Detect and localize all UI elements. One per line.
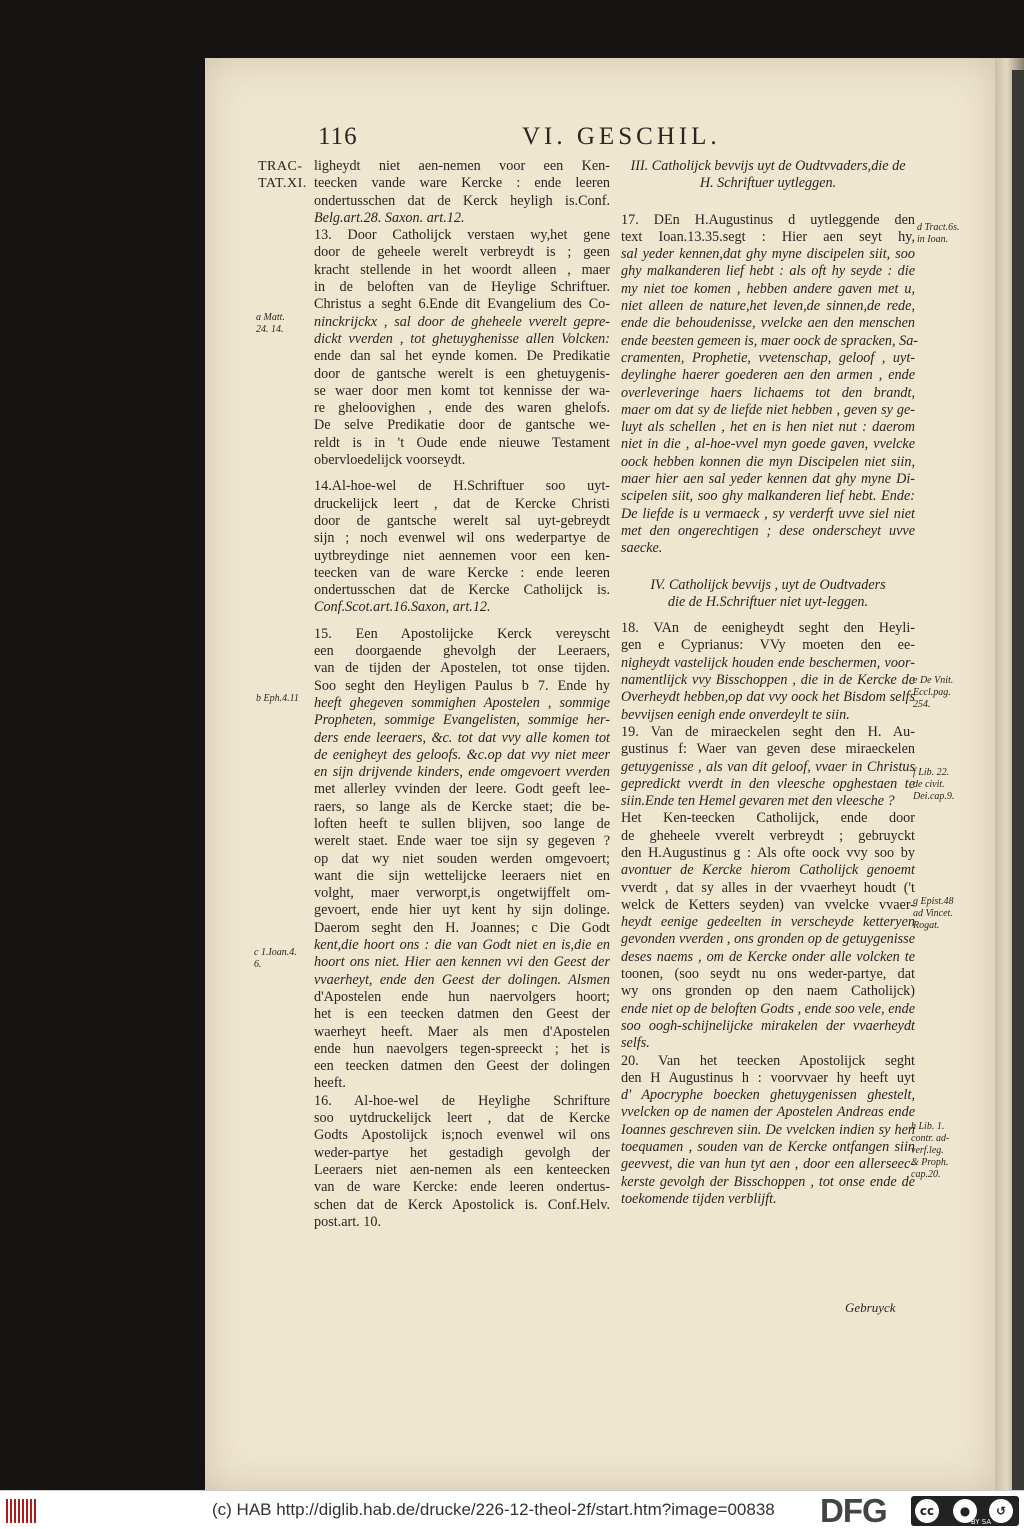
margin-tractat	[258, 158, 307, 192]
text-line: ondertusschen dat de Kerck heyligh is.Conf.	[314, 192, 610, 209]
text-line: d'Apostelen ende hun naervolgers hoort;	[314, 988, 610, 1005]
text-line: text Ioan.13.35.segt : Hier aen seyt hy,	[621, 228, 915, 245]
text-line: 16. Al-hoe-wel de Heylighe Schrifture	[314, 1092, 610, 1109]
text-line: post.art. 10.	[314, 1213, 381, 1230]
text-line: loften heeft te sullen blijven, soo lange de	[314, 815, 610, 832]
text-line: ghy malkanderen lief hebt : als oft hy seyde : die	[621, 263, 915, 280]
left-text-column	[314, 158, 610, 1231]
text-line: getuygenisse , als van dit geloof, vvaer in Christus	[621, 758, 915, 775]
paragraph-gap	[314, 617, 610, 626]
text-line: ninckrijckx , sal door de gheheele vverelt gepre-	[314, 313, 610, 330]
text-line: sal yeder kennen,dat ghy myne discipelen siit, soo	[621, 246, 915, 263]
text-line: den H.Augustinus g : Als ofte oock vvy soo by	[621, 844, 915, 861]
text-line: teecken vande ware Kercke : ende leeren	[314, 175, 610, 192]
margin-note-civit: f Lib. 22. de civit. Dei.cap.9.	[913, 767, 955, 802]
paragraph-gap	[621, 558, 915, 577]
text-line: de eenigheyt des geloofs. &c.op dat vvy niet meer	[314, 746, 610, 763]
text-line: Het Ken-teecken Catholijck, ende door	[621, 810, 915, 827]
text-line: dickt vverden , tot ghetuyghenisse allen Volcken:	[314, 330, 610, 347]
text-line: nigheydt vastelijck houden ende beschermen, voor-	[621, 654, 915, 671]
text-line: maer om dat sy de liefde niet hebben , geven sy ge-	[621, 401, 915, 418]
text-line: waerheyt heeft. Maer als men d'Apostelen	[314, 1023, 610, 1040]
text-line: gevoert, ende hier uyt kent hy sijn dolinge.	[314, 902, 610, 919]
text-line: my niet toe komen , hebben andere gaven met u,	[621, 280, 915, 297]
text-line: niet alleen de nature,het leven,de sinnen,de rede,	[621, 298, 915, 315]
text-line: toequamen , souden van de Kercke ontfangen siin	[621, 1139, 915, 1156]
text-line: 15. Een Apostolijcke Kerck vereyscht	[314, 625, 610, 642]
text-line: Overheydt hebben,op dat vvy oock het Bisdom selfs	[621, 689, 915, 706]
dfg-logo: DFG	[820, 1492, 887, 1529]
margin-tract-line: TRAC-	[258, 159, 303, 174]
text-line: werelt staet. Ende waer toe sijn sy gegeven ?	[314, 833, 610, 850]
text-line: raers, so lange als de Kercke staet; die be-	[314, 798, 610, 815]
text-line: 20. Van het teecken Apostolijck seght	[621, 1052, 915, 1069]
text-line: die de H.Schriftuer niet uyt-leggen.	[667, 593, 869, 610]
text-line: ende niet op de beloften Godts , ende soo vele, ende	[621, 1000, 915, 1017]
text-line: maer hier aen sal yeder kennen dat ghy myne Di-	[621, 471, 915, 488]
text-line: vvelcken op de namen der Apostelen Andreas ende	[621, 1104, 915, 1121]
library-barcode-icon	[6, 1499, 38, 1523]
margin-note-epist: g Epist.48 ad Vincet. Rogat.	[913, 896, 954, 931]
text-line: deylinghe haerer goederen aen den armen , ende	[621, 367, 915, 384]
text-line: een doorgaende ghevolgh der Leeraers,	[314, 643, 610, 660]
text-line: door de geheele werelt verbreydt is ; geen	[314, 244, 610, 261]
text-line: kerste gevolgh der Bisschoppen , tot onse ende de	[621, 1173, 915, 1190]
text-line: heeft ghegeven sommighen Apostelen , sommige	[314, 694, 610, 711]
paragraph-gap	[314, 469, 610, 478]
text-line: overleveringe haers lichaems tot den brandt,	[621, 384, 915, 401]
text-line: teecken van de ware Kercke : ende leeren	[314, 564, 610, 581]
text-line: ende hun naevolgers tegen-spreeckt ; het is	[314, 1040, 610, 1057]
text-line: en sijn drijvende kinders, ende omgevoert vverden	[314, 764, 610, 781]
text-line: re gheloovighen , ende des waren ghelofs.	[314, 400, 610, 417]
text-line: druckelijck leert , dat de Kercke Christi	[314, 495, 610, 512]
text-line: van de tijden der Apostelen, tot onse tijden.	[314, 660, 610, 677]
text-line: avontuer de Kercke hierom Catholijck genoemt	[621, 862, 915, 879]
text-line: Conf.Scot.art.16.Saxon, art.12.	[314, 599, 491, 616]
text-line: door de gantsche werelt is een ghetuygenis-	[314, 365, 610, 382]
footer-bar	[0, 1490, 1024, 1529]
text-line: reldt is in 't Oude ende nieuwe Testament	[314, 434, 610, 451]
text-line: met den ongerechtigen ; dese onderscheyt uvve	[621, 522, 915, 539]
margin-note-ioan: c 1.Ioan.4. 6.	[254, 947, 297, 970]
cc-license-badge[interactable]	[911, 1496, 1019, 1526]
text-line: bevvijsen eenigh ende onverdeylt te siin.	[621, 706, 850, 723]
text-line: hoort ons niet. Hier aen kennen vvi den Geest der	[314, 954, 610, 971]
text-line: gevonden vverden , ons gronden op de getuygenisse	[621, 931, 915, 948]
text-line: obervloedelijck voorseydt.	[314, 452, 466, 469]
text-line: namentlijck vvy Bisschoppen , die in de Kercke de	[621, 672, 915, 689]
text-line: selfs.	[621, 1035, 650, 1052]
text-line: een teecken datmen den Geest der dolingen	[314, 1058, 610, 1075]
text-line: luyt als schellen , het en is hen niet nut : daerom	[621, 419, 915, 436]
text-line: De liefde is u vermaeck , sy verderft uvve siel niet	[621, 505, 915, 522]
text-line: 13. Door Catholijck verstaen wy,het gene	[314, 227, 610, 244]
text-line: 14.Al-hoe-wel de H.Schriftuer soo uyt-	[314, 478, 610, 495]
text-line: sijn ; noch evenwel wil ons wederpartye de	[314, 530, 610, 547]
text-line: soo uytdruckelijck leert , dat de Kercke	[314, 1110, 610, 1127]
page-number: 116	[318, 123, 358, 150]
text-line: door de gantsche werelt sal uyt-gebreydt	[314, 512, 610, 529]
text-line: uytbreydinge niet aennemen voor een ken-	[314, 547, 610, 564]
catchword: Gebruyck	[845, 1300, 896, 1315]
text-line: welck de Ketters seyden) van vvelcke vvaer-	[621, 896, 915, 913]
text-line: in de beloften van de Heylige Schriftuer.	[314, 279, 610, 296]
text-line: ende dan sal het eynde komen. De Predikatie	[314, 348, 610, 365]
text-line: cramenten, Prophetie, vvetenschap, geloof , uyt-	[621, 349, 915, 366]
text-line: het is een teecken datmen den Geest der	[314, 1006, 610, 1023]
text-line: Godts Apostolijck is;noch evenwel wil ons	[314, 1127, 610, 1144]
text-line: den H Augustinus h : voorvvaer hy heeft uyt	[621, 1069, 915, 1086]
text-line: gen e Cyprianus: VVy moeten den ee-	[621, 637, 915, 654]
right-text-column	[621, 158, 919, 1208]
paragraph-gap	[621, 193, 915, 212]
text-line: ende beesten gemeen is, maer oock de spracken, Sa-	[621, 332, 919, 349]
text-line: siin.Ende ten Hemel gevaren met den vleesche ?	[621, 793, 895, 810]
text-line: weder-partye het gestadigh gevolgh der	[314, 1144, 610, 1161]
margin-note-lib: h Lib. 1. contr. ad- verf.leg. & Proph. cap.20.	[911, 1121, 950, 1180]
text-line: gustinus f: Waer van geven dese miraeckelen	[621, 741, 915, 758]
text-line: niet in die , al-hoe-vvel myn goede gaven, vvelcke	[621, 436, 915, 453]
text-line: IV. Catholijck bevvijs , uyt de Oudtvaders	[650, 576, 886, 593]
text-line: d' Apocryphe boecken ghetuygenissen ghestelt,	[621, 1087, 915, 1104]
text-line: H. Schriftuer uytleggen.	[699, 175, 837, 192]
text-line: deses naems , om de Kercke onder alle volcken te	[621, 948, 915, 965]
text-line: De selve Predikatie door de gantsche we-	[314, 417, 610, 434]
text-line: toekomende tijden verblijft.	[621, 1190, 777, 1207]
text-line: Christus a seght 6.Ende dit Evangelium des Co-	[314, 296, 610, 313]
attribution-icon: ●	[953, 1499, 977, 1523]
text-line: heeft.	[314, 1075, 346, 1092]
text-line: heydt eenige gedeelten in verscheyde ketteryen	[621, 914, 915, 931]
text-line: saecke.	[621, 540, 663, 557]
text-line: ligheydt niet aen-nemen voor een Ken-	[314, 158, 610, 174]
text-line: oock hebben konnen die myn Discipelen niet siin,	[621, 453, 915, 470]
text-line: wy ons gronden op den naem Catholijck)	[621, 983, 915, 1000]
text-line: schen dat de Kerck Apostolick is. Conf.Helv.	[314, 1196, 610, 1213]
margin-note-eph: b Eph.4.11	[256, 693, 299, 704]
text-line: kent,die hoort ons : die van Godt niet en is,die en	[314, 937, 610, 954]
license-label: BY SA	[970, 1518, 992, 1526]
text-line: Ioannes geschreven siin. De vvelcken indien sy hen	[621, 1121, 915, 1138]
text-line: se waer door men komt tot kennisse der wa-	[314, 382, 610, 399]
text-line: ende die behoudenisse, vvelcke aen den menschen	[621, 315, 915, 332]
text-line: Propheten, sommige Evangelisten, sommige her-	[314, 712, 610, 729]
text-line: 17. DEn H.Augustinus d uytleggende den	[621, 211, 915, 228]
text-line: vverdt , dat sy alles in der vvaerheyt houdt ('t	[621, 879, 915, 896]
text-line: scipelen siit, soo ghy malkanderen lief hebt. Ende:	[621, 488, 915, 505]
running-head-title: VI. GESCHIL.	[522, 123, 721, 150]
text-line: gepredickt vverdt in den vleesche opghestaen te	[621, 775, 915, 792]
margin-note-matt: a Matt. 24. 14.	[256, 312, 285, 335]
text-line: volght, maer verworpt,is ongetwijffelt om-	[314, 885, 610, 902]
text-line: 18. VAn de eenigheydt seght den Heyli-	[621, 620, 915, 637]
margin-note-tract: d Tract.6s. in Ioan.	[917, 222, 960, 245]
text-line: van de ware Kercke: ende leeren ondertus-	[314, 1179, 610, 1196]
text-line: toonen, (soo seydt nu ons weder-partye, dat	[621, 966, 915, 983]
text-line: 19. Van de miraeckelen seght den H. Au-	[621, 723, 915, 740]
cc-icon: cc	[915, 1499, 939, 1523]
book-binding	[1012, 70, 1024, 1490]
text-line: Soo seght den Heyligen Paulus b 7. Ende hy	[314, 677, 610, 694]
text-line: ondertusschen dat de Kercke Catholijck is.	[314, 582, 610, 599]
text-line: op dat wy niet souden werden omgevoert;	[314, 850, 610, 867]
text-line: met allerley vvinden der leere. Godt geeft lee-	[314, 781, 610, 798]
share-alike-icon: ↺	[989, 1499, 1013, 1523]
text-line: want die sijn wettelijcke leeraers niet en	[314, 867, 610, 884]
text-line: Belg.art.28. Saxon. art.12.	[314, 209, 465, 226]
text-line: Leeraers niet aen-nemen als een kenteecken	[314, 1161, 610, 1178]
margin-tract-line: TAT.XI.	[258, 176, 307, 191]
text-line: vvaerheyt, ende den Geest der dolingen. Alsmen	[314, 971, 610, 988]
text-line: ders ende leeraers, &c. tot dat vvy alle komen tot	[314, 729, 610, 746]
text-line: Daerom seght den H. Joannes; c Die Godt	[314, 919, 610, 936]
margin-note-unit: e De Vnit. Eccl.pag. 254.	[913, 675, 954, 710]
text-line: soo oogh-schijnelijcke mirakelen der vvaerheydt	[621, 1017, 915, 1034]
copyright-url[interactable]: (c) HAB http://diglib.hab.de/drucke/226-12-theol-2f/start.htm?image=00838	[212, 1500, 775, 1519]
paragraph-gap	[621, 611, 915, 620]
text-line: III. Catholijck bevvijs uyt de Oudtvvaders,die de	[630, 158, 906, 174]
text-line: de gheheele vverelt verbreydt ; gebruyckt	[621, 827, 915, 844]
text-line: kracht stellende in het woordt alleen , maer	[314, 261, 610, 278]
text-line: geevvest, die van hun tyt aen , door een allerseec-	[621, 1156, 915, 1173]
